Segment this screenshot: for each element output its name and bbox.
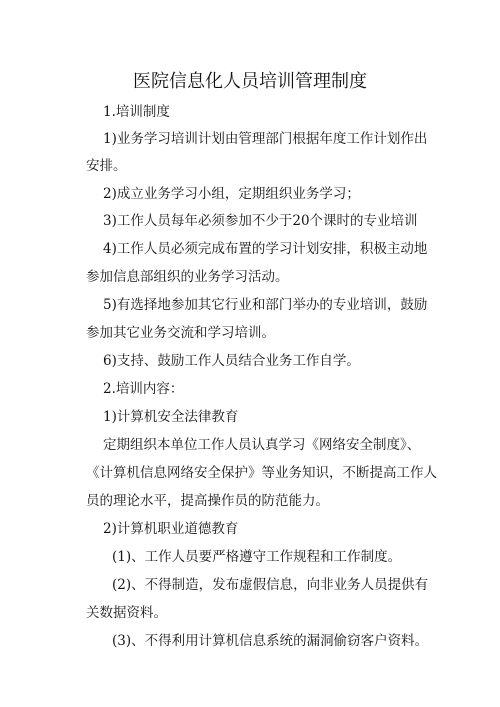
paragraph-line: 1)业务学习培训计划由管理部门根据年度工作计划作出 [103,131,428,147]
paragraph-line: 关数据资料。 [86,605,167,621]
list-item: (1)、工作人员要严格遵守工作规程和工作制度。 [112,549,402,565]
paragraph-line: 定期组织本单位工作人员认真学习《网络安全制度》、 [103,437,421,453]
paragraph-line: 《计算机信息网络安全保护》等业务知识，不断提高工作人 [86,465,437,481]
section-heading-training-system: 1.培训制度 [103,104,170,120]
subsection-heading: 2)计算机职业道德教育 [103,521,239,537]
section-heading-training-content: 2.培训内容： [103,381,184,397]
paragraph-line: 2)成立业务学习小组，定期组织业务学习； [103,186,360,202]
paragraph-line: 安排。 [86,158,127,174]
paragraph-line: 3)工作人员每年必须参加不少于20个课时的专业培训 [103,213,418,229]
list-item: (2)、不得制造，发布虚假信息，向非业务人员提供有 [112,577,429,593]
subsection-heading: 1)计算机安全法律教育 [103,409,239,425]
list-item: (3)、不得利用计算机信息系统的漏洞偷窃客户资料。 [112,633,429,649]
document-title: 医院信息化人员培训管理制度 [133,71,367,92]
paragraph-line: 4)工作人员必须完成布置的学习计划安排，积极主动地 [103,241,428,257]
paragraph-line: 5)有选择地参加其它行业和部门举办的专业培训，鼓励 [103,297,428,313]
paragraph-line: 参加其它业务交流和学习培训。 [86,325,275,341]
paragraph-line: 员的理论水平，提高操作员的防范能力。 [86,493,329,509]
paragraph-line: 6)支持、鼓励工作人员结合业务工作自学。 [103,353,360,369]
paragraph-line: 参加信息部组织的业务学习活动。 [86,269,289,285]
